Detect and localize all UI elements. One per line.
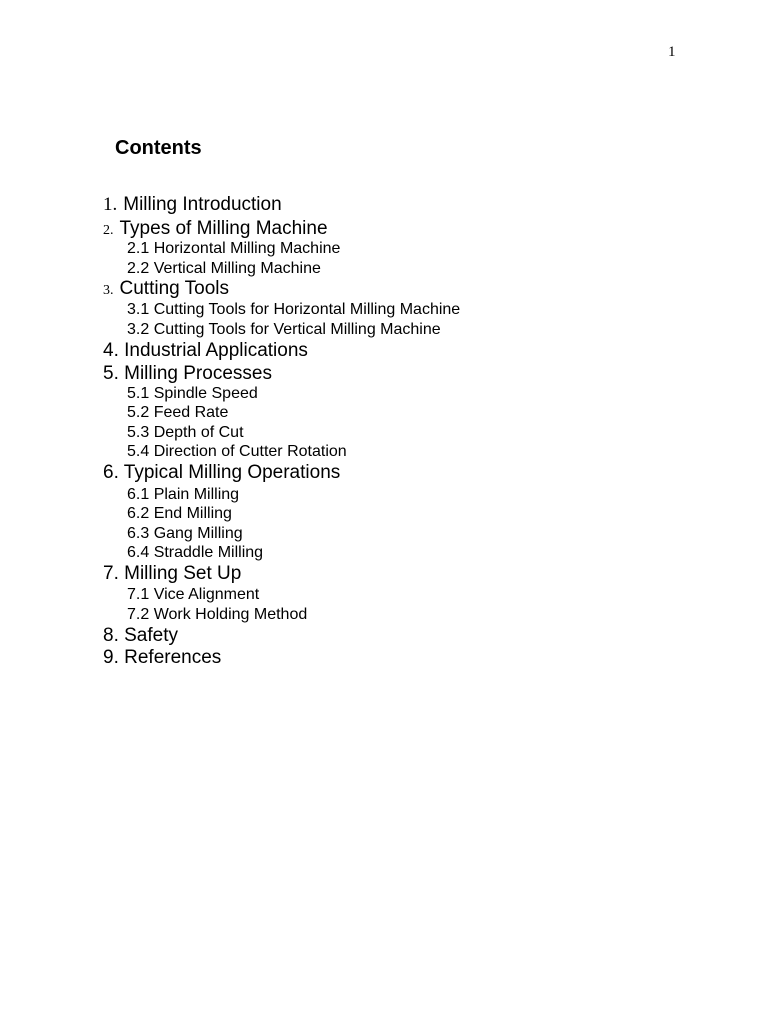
toc-section-2-2: 2.2 Vertical Milling Machine (127, 260, 321, 277)
toc-chapter-3 (103, 278, 229, 302)
toc-chapter-number: 3. (103, 283, 114, 298)
toc-chapter-number: 2. (103, 223, 114, 238)
toc-section-7-2: 7.2 Work Holding Method (127, 606, 308, 623)
toc-section-3-1: 3.1 Cutting Tools for Horizontal Milling Machine (127, 301, 461, 318)
toc-chapter-6: 6. Typical Milling Operations (103, 462, 341, 483)
toc-section-5-2: 5.2 Feed Rate (127, 404, 229, 421)
toc-section-3-2: 3.2 Cutting Tools for Vertical Milling Machine (127, 321, 441, 338)
toc-chapter-1 (103, 194, 282, 216)
toc-chapter-title: Types of Milling Machine (119, 218, 328, 239)
toc-chapter-9: 9. References (103, 647, 222, 668)
toc-section-5-1: 5.1 Spindle Speed (127, 385, 258, 402)
toc-section-6-2: 6.2 End Milling (127, 505, 232, 522)
toc-chapter-4: 4. Industrial Applications (103, 340, 308, 361)
toc-chapter-8: 8. Safety (103, 625, 178, 646)
toc-section-5-4: 5.4 Direction of Cutter Rotation (127, 443, 347, 460)
toc-section-6-3: 6.3 Gang Milling (127, 525, 243, 542)
toc-chapter-title: Cutting Tools (119, 278, 229, 299)
toc-section-7-1: 7.1 Vice Alignment (127, 586, 260, 603)
toc-section-5-3: 5.3 Depth of Cut (127, 424, 244, 441)
toc-chapter-7: 7. Milling Set Up (103, 563, 242, 584)
page-number: 1 (668, 44, 676, 60)
contents-heading: Contents (115, 137, 202, 159)
toc-section-6-4: 6.4 Straddle Milling (127, 544, 264, 561)
toc-chapter-5: 5. Milling Processes (103, 363, 272, 384)
toc-chapter-title: Milling Introduction (123, 194, 282, 215)
toc-section-2-1: 2.1 Horizontal Milling Machine (127, 240, 341, 257)
toc-section-6-1: 6.1 Plain Milling (127, 486, 240, 503)
toc-chapter-number: 1. (103, 194, 118, 215)
